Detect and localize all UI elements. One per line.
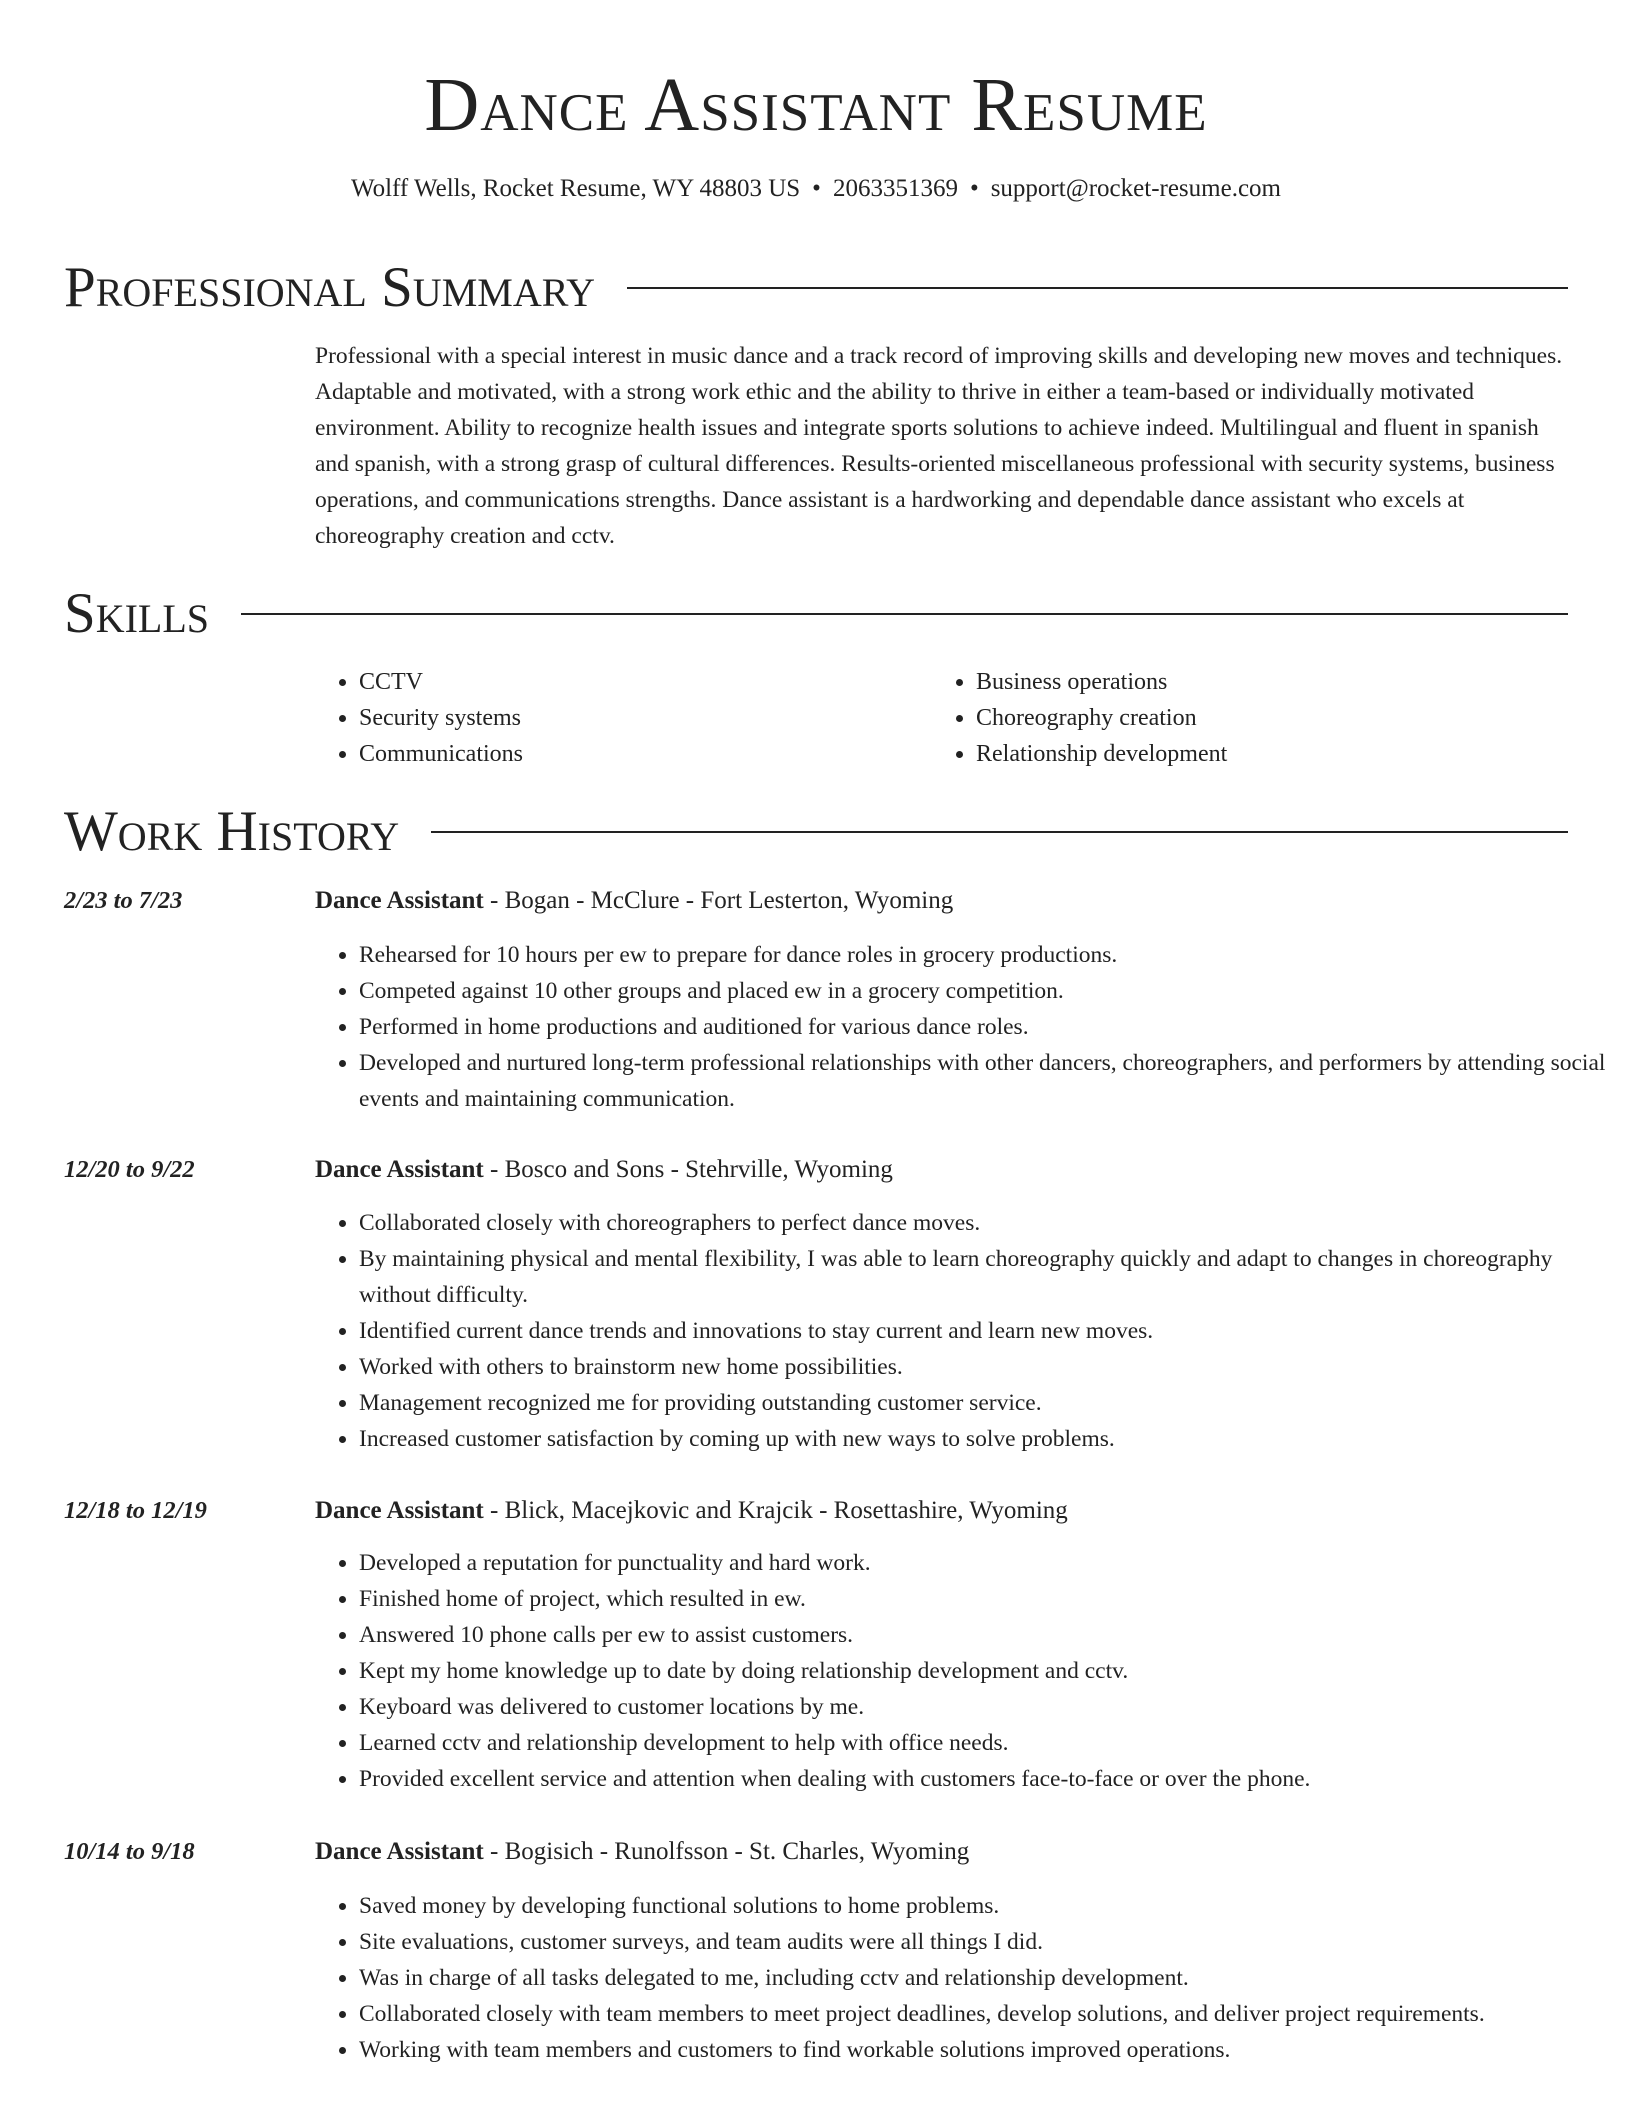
contact-email: support@rocket-resume.com xyxy=(990,175,1281,202)
job-bullet: • Collaborated closely with choreographers to perfect dance moves. xyxy=(359,1205,1612,1241)
job-bullet: • By maintaining physical and mental flexibility, I was able to learn choreography quickly and adapt to changes in choreography without difficulty. xyxy=(359,1241,1612,1313)
contact-separator: • xyxy=(812,175,821,202)
work-section-header xyxy=(64,799,1568,865)
job-bullets xyxy=(315,1205,1612,1457)
job-title: Dance Assistant xyxy=(315,1497,484,1524)
skill-item: • Choreography creation xyxy=(976,700,1549,736)
job-role xyxy=(315,883,953,919)
job-role xyxy=(315,1493,1068,1529)
job-bullet: • Finished home of project, which resulted in ew. xyxy=(359,1581,1612,1617)
job-bullet: • Increased customer satisfaction by coming up with new ways to solve problems. xyxy=(359,1421,1612,1457)
skill-item: • CCTV xyxy=(359,664,932,700)
job-bullet: • Collaborated closely with team members to meet project deadlines, develop solutions, and deliver project requirements. xyxy=(359,1996,1612,2032)
contact-separator: • xyxy=(969,175,979,202)
job-bullet: • Keyboard was delivered to customer locations by me. xyxy=(359,1689,1612,1725)
job-employer: - Blick, Macejkovic and Krajcik - Rosettashire, Wyoming xyxy=(483,1497,1068,1524)
summary-section-header xyxy=(64,255,1568,321)
job-bullet: • Saved money by developing functional solutions to home problems. xyxy=(359,1888,1612,1924)
job-employer: - Bosco and Sons - Stehrville, Wyoming xyxy=(483,1156,893,1183)
job-bullet: • Working with team members and customers to find workable solutions improved operations. xyxy=(359,2032,1612,2068)
job-bullet: • Answered 10 phone calls per ew to assist customers. xyxy=(359,1617,1612,1653)
work-heading: Work History xyxy=(64,800,400,863)
job-bullet: • Competed against 10 other groups and placed ew in a grocery competition. xyxy=(359,973,1612,1009)
job-bullet: • Rehearsed for 10 hours per ew to prepare for dance roles in grocery productions. xyxy=(359,937,1612,973)
skill-item: • Communications xyxy=(359,736,932,772)
job-title: Dance Assistant xyxy=(315,1838,484,1865)
job-bullet: • Provided excellent service and attention when dealing with customers face-to-face or over the phone. xyxy=(359,1761,1612,1797)
job-dates: 2/23 to 7/23 xyxy=(64,887,183,914)
summary-heading: Professional Summary xyxy=(64,256,596,319)
job-employer: - Bogan - McClure - Fort Lesterton, Wyoming xyxy=(483,887,954,914)
job-bullets xyxy=(315,1545,1612,1797)
job-bullet: • Performed in home productions and auditioned for various dance roles. xyxy=(359,1009,1612,1045)
job-role xyxy=(315,1834,969,1870)
job-dates: 10/14 to 9/18 xyxy=(64,1838,195,1865)
job-bullets xyxy=(315,1888,1612,2068)
job-bullet: • Worked with others to brainstorm new home possibilities. xyxy=(359,1349,1612,1385)
job-dates: 12/18 to 12/19 xyxy=(64,1497,207,1524)
resume-title: Dance Assistant Resume xyxy=(424,63,1208,147)
job-bullet: • Developed a reputation for punctuality and hard work. xyxy=(359,1545,1612,1581)
skill-item: • Security systems xyxy=(359,700,932,736)
skills-column-left xyxy=(315,664,932,772)
summary-text: Professional with a special interest in music dance and a track record of improving skills and developing new moves and techniques. Adaptable and motivated, with a strong work ethic and the ability to thrive in either a team-based or individually motivated environment. Ability to recognize health issues and integrate sports solutions to achieve indeed. Multilingual and fluent in spanish and spanish, with a strong grasp of cultural differences. Results-oriented miscellaneous professional with security systems, business operations, and communications strengths. Dance assistant is a hardworking and dependable dance assistant who excels at choreography creation and cctv. xyxy=(315,343,1563,549)
section-divider xyxy=(431,831,1568,833)
skills-column-right xyxy=(932,664,1549,772)
job-bullet: • Identified current dance trends and innovations to stay current and learn new moves. xyxy=(359,1313,1612,1349)
contact-phone: 2063351369 xyxy=(832,175,958,202)
job-bullet: • Was in charge of all tasks delegated to me, including cctv and relationship development. xyxy=(359,1960,1612,1996)
skills-heading: Skills xyxy=(64,582,210,645)
section-divider xyxy=(241,613,1568,615)
job-bullet: • Developed and nurtured long-term professional relationships with other dancers, choreographers, and performers by attending social events and maintaining communication. xyxy=(359,1045,1612,1117)
job-bullet: • Site evaluations, customer surveys, and team audits were all things I did. xyxy=(359,1924,1612,1960)
job-employer: - Bogisich - Runolfsson - St. Charles, Wyoming xyxy=(483,1838,970,1865)
job-bullets xyxy=(315,937,1612,1117)
job-title: Dance Assistant xyxy=(315,1156,484,1183)
skills-section-header xyxy=(64,581,1568,647)
section-divider xyxy=(627,287,1568,289)
job-bullet: • Learned cctv and relationship development to help with office needs. xyxy=(359,1725,1612,1761)
contact-line xyxy=(64,172,1568,206)
skills-list xyxy=(315,664,1568,772)
skill-item: • Relationship development xyxy=(976,736,1549,772)
contact-address: Wolff Wells, Rocket Resume, WY 48803 US xyxy=(350,175,801,202)
job-bullet: • Management recognized me for providing outstanding customer service. xyxy=(359,1385,1612,1421)
job-bullet: • Kept my home knowledge up to date by doing relationship development and cctv. xyxy=(359,1653,1612,1689)
skill-item: • Business operations xyxy=(976,664,1549,700)
job-role xyxy=(315,1152,893,1188)
job-title: Dance Assistant xyxy=(315,887,484,914)
job-dates: 12/20 to 9/22 xyxy=(64,1156,195,1183)
